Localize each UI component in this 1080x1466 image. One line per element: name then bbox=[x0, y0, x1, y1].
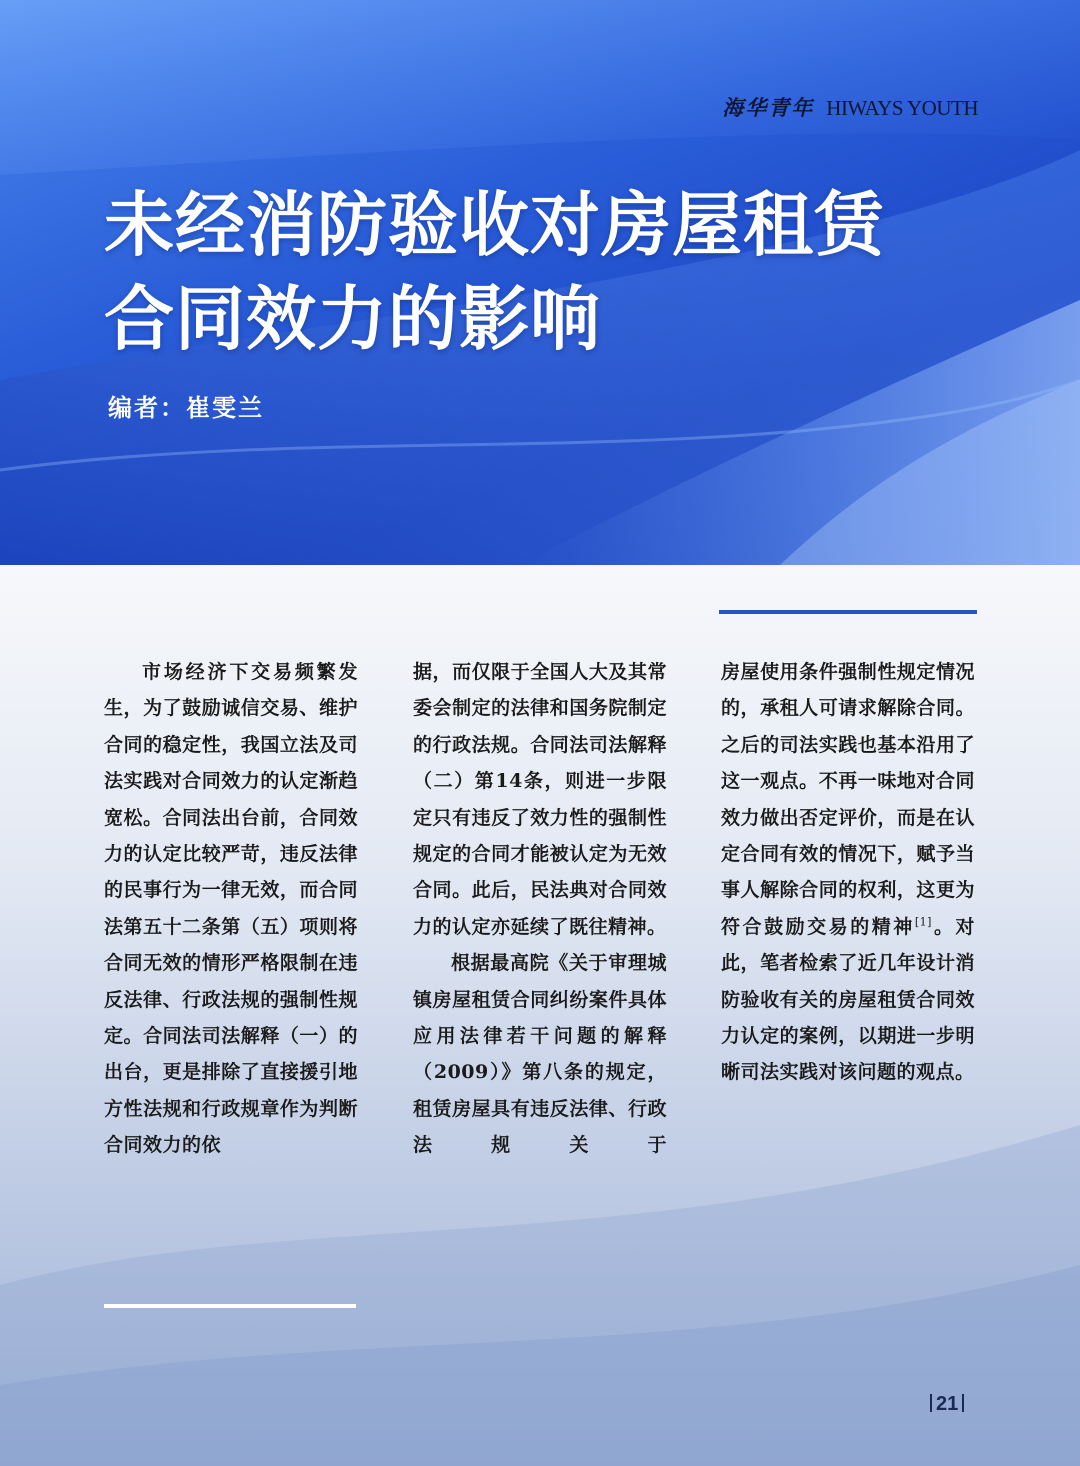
page-number-bar-right bbox=[962, 1394, 964, 1412]
accent-line-bottom bbox=[104, 1304, 356, 1308]
paragraph-text: 房屋使用条件强制性规定情况的，承租人可请求解除合同。之后的司法实践也基本沿用了这一观点。不再一味地对合同效力做出否定评价，而是在认定合同有效的情况下，赋予当事人解除合同的权利，这更为符合鼓励交易的精神 bbox=[721, 661, 975, 938]
magazine-name-cn: 海华青年 bbox=[722, 95, 815, 120]
article-title-line-2: 合同效力的影响 bbox=[104, 278, 601, 360]
accent-line-top bbox=[719, 610, 977, 614]
text-column-2 bbox=[413, 654, 667, 1164]
magazine-name-en: HIWAYS YOUTH bbox=[826, 96, 978, 120]
magazine-header bbox=[722, 92, 978, 122]
article-title-line-1: 未经消防验收对房屋租赁 bbox=[104, 184, 885, 266]
text-column-3 bbox=[721, 654, 975, 1091]
paragraph: 据，而仅限于全国人大及其常委会制定的法律和国务院制定的行政法规。合同法司法解释（二）第14条，则进一步限定只有违反了效力性的强制性规定的合同才能被认定为无效合同。此后，民法典对合同效力的认定亦延续了既往精神。 bbox=[413, 661, 667, 938]
footnote-marker: [1] bbox=[914, 915, 932, 929]
page-number bbox=[926, 1393, 968, 1416]
paragraph: 根据最高院《关于审理城镇房屋租赁合同纠纷案件具体应用法律若干问题的解释（2009）》第八条的规定，租赁房屋具有违反法律、行政法规关于 bbox=[413, 952, 667, 1157]
paragraph-text: 。对此，笔者检索了近几年设计消防验收有关的房屋租赁合同效力认定的案例，以期进一步明晰司法实践对该问题的观点。 bbox=[721, 915, 975, 1084]
paragraph: 市场经济下交易频繁发生，为了鼓励诚信交易、维护合同的稳定性，我国立法及司法实践对合同效力的认定渐趋宽松。合同法出台前，合同效力的认定比较严苛，违反法律的民事行为一律无效，而合同法第五十二条第（五）项则将合同无效的情形严格限制在违反法律、行政法规的强制性规定。合同法司法解释（一）的出台，更是排除了直接援引地方性法规和行政规章作为判断合同效力的依 bbox=[104, 661, 358, 1157]
text-column-1 bbox=[104, 654, 358, 1164]
paragraph bbox=[721, 654, 975, 1091]
article-author: 编者：崔雯兰 bbox=[108, 393, 264, 422]
page-number-bar-left bbox=[930, 1394, 932, 1412]
article-title bbox=[104, 178, 1004, 366]
hero-banner bbox=[0, 0, 1080, 565]
page-number-value: 21 bbox=[936, 1393, 959, 1415]
